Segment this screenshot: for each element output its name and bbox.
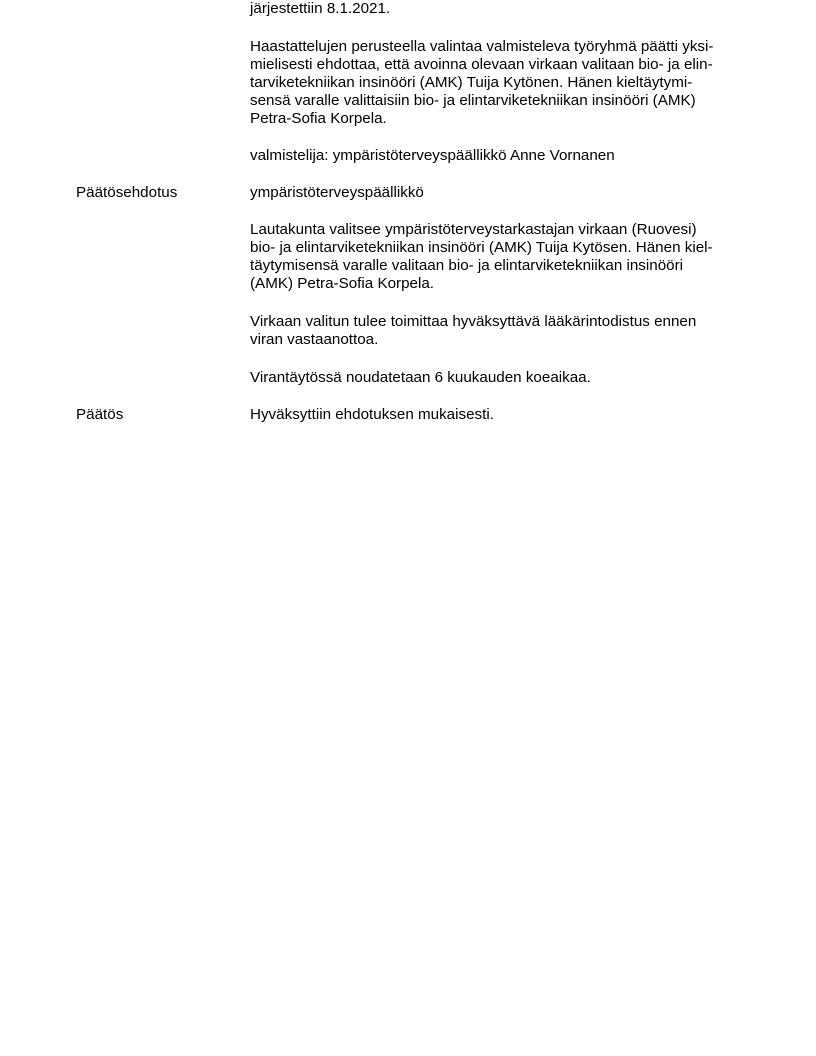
intro-paragraph-line: Petra-Sofia Korpela. [250,110,387,127]
intro-paragraph-line: sensä varalle valittaisiin bio- ja elintarviketekniikan insinööri (AMK) [250,92,696,109]
certificate-line: Virkaan valitun tulee toimittaa hyväksyttävä lääkärintodistus ennen [250,313,697,330]
intro-paragraph-line: Haastattelujen perusteella valintaa valmisteleva työryhmä päätti yksi- [250,38,714,55]
decision-label: Päätös [76,406,124,423]
proposal-paragraph-line: Lautakunta valitsee ympäristöterveystarkastajan virkaan (Ruovesi) [250,221,697,238]
proposal-paragraph-line: bio- ja elintarviketekniikan insinööri (AMK) Tuija Kytösen. Hänen kiel- [250,239,713,256]
proposal-paragraph-line: täytymisensä varalle valitaan bio- ja elintarviketekniikan insinööri [250,257,684,274]
certificate-line: viran vastaanottoa. [250,331,379,348]
preparer-line: valmistelija: ympäristöterveyspäällikkö Anne Vornanen [250,147,615,164]
proposal-paragraph-line: (AMK) Petra-Sofia Korpela. [250,275,435,292]
intro-paragraph-line: tarviketekniikan insinööri (AMK) Tuija Kytönen. Hänen kieltäytymi- [250,74,693,91]
trial-period-line: Virantäytössä noudatetaan 6 kuukauden koeaikaa. [250,369,591,386]
proposal-label: Päätösehdotus [76,184,178,201]
intro-line: järjestettiin 8.1.2021. [250,0,391,17]
intro-paragraph-line: mielisesti ehdottaa, että avoinna olevaan virkaan valitaan bio- ja elin- [250,56,713,73]
proposer-line: ympäristöterveyspäällikkö [250,184,424,201]
decision-text: Hyväksyttiin ehdotuksen mukaisesti. [250,406,494,423]
